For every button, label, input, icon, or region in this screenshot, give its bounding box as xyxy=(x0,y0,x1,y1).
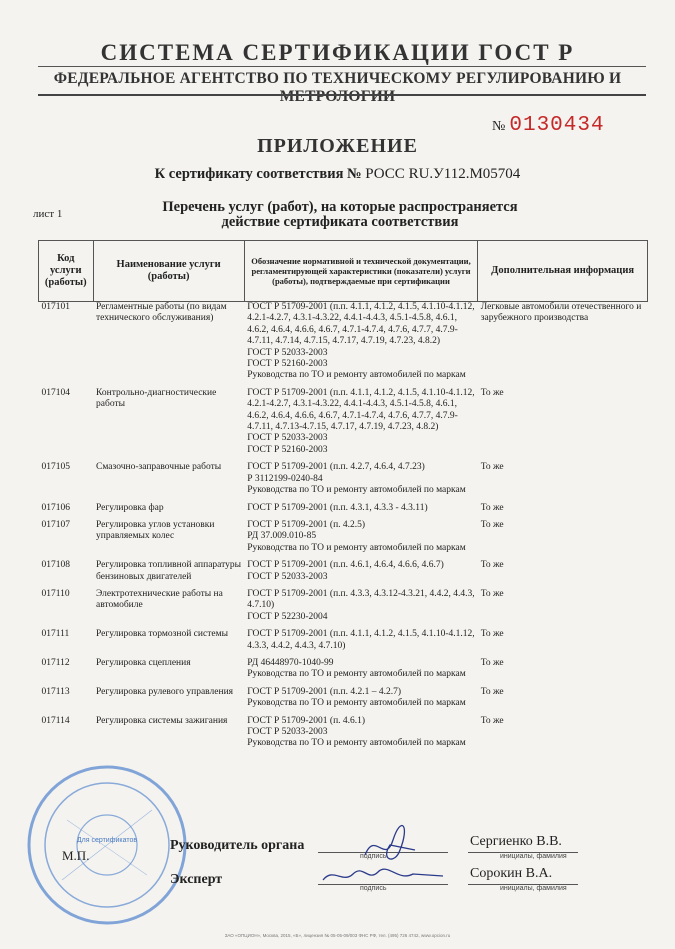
table-row xyxy=(39,520,648,554)
row-doc-line: ГОСТ Р 51709-2001 (п.п. 4.3.3, 4.3.12-4.3.21, 4.4.2, 4.4.3, 4.7.10) xyxy=(247,588,475,611)
stamp-mp: М.П. xyxy=(62,848,90,863)
row-code: 017101 xyxy=(41,302,70,312)
row-docs xyxy=(244,658,478,681)
row-doc-line: ГОСТ Р 52160-2003 xyxy=(247,444,328,455)
table-row xyxy=(39,503,648,514)
row-docs xyxy=(244,388,478,456)
expert-signature-icon xyxy=(318,862,448,888)
certificate-label: К сертификату соответствия № xyxy=(154,166,362,182)
row-doc-line: Руководства по ТО и ремонту автомобилей по маркам xyxy=(247,669,466,680)
row-doc-line: Руководства по ТО и ремонту автомобилей по маркам xyxy=(247,698,466,709)
row-doc-line: Р 3112199-0240-84 xyxy=(247,473,323,484)
row-doc-line: РД 46448970-1040-99 xyxy=(247,657,334,668)
row-doc-line: ГОСТ Р 52033-2003 xyxy=(247,571,328,582)
row-doc-line: ГОСТ Р 51709-2001 (п. 4.2.5) xyxy=(247,519,366,530)
head-sign-caption: подпись xyxy=(360,853,387,860)
number-prefix: № xyxy=(492,119,506,134)
head-label: Руководитель органа xyxy=(170,838,305,853)
row-docs xyxy=(244,629,478,652)
row-name: Регулировка рулевого управления xyxy=(96,686,234,697)
table-row xyxy=(39,589,648,623)
row-doc-line: ГОСТ Р 52033-2003 xyxy=(247,347,328,358)
row-doc-line: Руководства по ТО и ремонту автомобилей по маркам xyxy=(247,542,466,553)
form-number xyxy=(492,114,605,137)
header-code: Код услуги (работы) xyxy=(39,241,94,302)
row-name: Регулировка системы зажигания xyxy=(96,715,228,726)
list-title-line-2: действие сертификата соответствия xyxy=(221,214,459,230)
row-doc-line: Руководства по ТО и ремонту автомобилей по маркам xyxy=(247,485,466,496)
table-row xyxy=(39,658,648,681)
header-rule-top xyxy=(38,66,646,67)
row-code: 017105 xyxy=(41,462,70,473)
row-docs xyxy=(244,560,478,583)
row-docs xyxy=(244,503,478,514)
row-doc-line: ГОСТ Р 51709-2001 (п.п. 4.6.1, 4.6.4, 4.6.6, 4.6.7) xyxy=(247,560,444,571)
row-info: То же xyxy=(480,502,504,513)
row-doc-line: ГОСТ Р 51709-2001 (п.п. 4.2.7, 4.6.4, 4.7.23) xyxy=(247,462,425,473)
row-doc-line: ГОСТ Р 51709-2001 (п.п. 4.2.1 – 4.2.7) xyxy=(247,686,402,697)
row-info: То же xyxy=(480,686,504,697)
footer-imprint: ЗАО «ОПЦИОН», Москва, 2015, «Б», лицензия № 05-05-09/003 ФНС РФ, тел. (495) 726 4742, www.opcion.ru xyxy=(224,933,451,938)
row-doc-line: ГОСТ Р 52160-2003 xyxy=(247,359,328,370)
row-doc-line: ГОСТ Р 51709-2001 (п.п. 4.1.1, 4.1.2, 4.1.5, 4.1.10-4.1.12, 4.2.1-4.2.7, 4.3.1-4.3.22, 4.4.1-4.4.3, 4.5.1-4.5.8, 4.6.1, 4.6.2, 4.6.4, 4.6.6, 4.6.7, 4.7.1-4.7.4, 4.7.6, 4.7.7, 4.7.9-4.7.11, 4.7.14, 4.7.15, 4.7.17, 4.7.19, 4.7.23, 4.8.2) xyxy=(247,302,475,347)
row-code: 017114 xyxy=(41,715,70,726)
row-info: Легковые автомобили отечественного и зарубежного производства xyxy=(480,302,642,324)
row-info: То же xyxy=(480,519,504,530)
row-code: 017110 xyxy=(41,588,70,599)
list-title xyxy=(120,200,560,230)
stamp-text: Для сертификатов xyxy=(76,837,138,844)
table-row xyxy=(39,716,648,750)
document-title: ПРИЛОЖЕНИЕ xyxy=(257,135,418,157)
table-row xyxy=(39,462,648,496)
sheet-number: лист 1 xyxy=(33,208,63,220)
table-row xyxy=(39,388,648,456)
row-name: Регулировка углов установки управляемых колес xyxy=(96,519,215,542)
row-name: Контрольно-диагностические работы xyxy=(96,387,217,410)
head-name: Сергиенко В.В. xyxy=(470,834,562,849)
certificate-number: РОСС RU.У112.М05704 xyxy=(365,166,521,182)
row-name: Регламентные работы (по видам технического обслуживания) xyxy=(96,302,227,324)
row-name: Смазочно-заправочные работы xyxy=(96,462,222,473)
row-docs xyxy=(244,687,478,710)
number-value: 0130434 xyxy=(509,114,605,137)
agency-title: ФЕДЕРАЛЬНОЕ АГЕНТСТВО ПО ТЕХНИЧЕСКОМУ РЕГУЛИРОВАНИЮ И МЕТРОЛОГИИ xyxy=(53,70,622,105)
table-body xyxy=(39,302,648,756)
row-name: Регулировка фар xyxy=(96,502,164,513)
row-doc-line: ГОСТ Р 51709-2001 (п.п. 4.3.1, 4.3.3 - 4.3.11) xyxy=(247,502,428,513)
row-docs xyxy=(244,589,478,623)
row-docs xyxy=(244,520,478,554)
row-code: 017111 xyxy=(41,629,70,640)
row-code: 017112 xyxy=(41,657,70,668)
row-spacer xyxy=(39,750,648,756)
row-doc-line: РД 37.009.010-85 xyxy=(247,531,317,542)
row-info: То же xyxy=(480,588,504,599)
system-title: СИСТЕМА СЕРТИФИКАЦИИ ГОСТ Р xyxy=(100,40,575,65)
table-row xyxy=(39,302,648,382)
services-table xyxy=(38,240,648,756)
row-name: Регулировка топливной аппаратуры бензиновых двигателей xyxy=(96,560,242,582)
header-docs: Обозначение нормативной и технической документации, регламентирующей характеристики (показатели) услуги (работы), подтверждаемые при сертификации xyxy=(244,241,478,302)
header-rule-bottom xyxy=(38,94,646,96)
row-doc-line: ГОСТ Р 51709-2001 (п. 4.6.1) xyxy=(247,715,366,726)
row-doc-line: ГОСТ Р 52230-2004 xyxy=(247,611,328,622)
list-title-line-1: Перечень услуг (работ), на которые распространяется xyxy=(162,199,518,215)
row-info: То же xyxy=(480,560,504,571)
header-info: Дополнительная информация xyxy=(478,241,648,302)
row-doc-line: Руководства по ТО и ремонту автомобилей по маркам xyxy=(247,738,466,749)
header-name: Наименование услуги (работы) xyxy=(93,241,244,302)
row-info: То же xyxy=(480,387,504,398)
row-code: 017104 xyxy=(41,387,70,398)
expert-sign-caption: подпись xyxy=(360,885,387,892)
table-row xyxy=(39,629,648,652)
row-info: То же xyxy=(480,629,504,640)
row-doc-line: ГОСТ Р 51709-2001 (п.п. 4.1.1, 4.1.2, 4.1.5, 4.1.10-4.1.12, 4.3.3, 4.4.2, 4.4.3, 4.7.10) xyxy=(247,629,475,651)
row-doc-line: ГОСТ Р 52033-2003 xyxy=(247,727,328,737)
row-name: Электротехнические работы на автомобиле xyxy=(96,588,223,611)
row-doc-line: ГОСТ Р 52033-2003 xyxy=(247,433,328,444)
row-code: 017106 xyxy=(41,502,70,513)
row-info: То же xyxy=(480,715,504,726)
row-doc-line: ГОСТ Р 51709-2001 (п.п. 4.1.1, 4.1.2, 4.1.5, 4.1.10-4.1.12, 4.2.1-4.2.7, 4.3.1-4.3.22, 4.4.1-4.4.3, 4.5.1-4.5.8, 4.6.1, 4.6.2, 4.6.4, 4.6.6, 4.6.7, 4.7.1-4.7.4, 4.7.6, 4.7.7, 4.7.9-4.7.11, 4.7.13-4.7.15, 4.7.17, 4.7.19, 4.7.23, 4.8.2) xyxy=(247,387,475,433)
table-row xyxy=(39,560,648,583)
row-docs xyxy=(244,462,478,496)
expert-name: Сорокин В.А. xyxy=(470,866,553,881)
table-row xyxy=(39,687,648,710)
certificate-line xyxy=(0,166,675,183)
row-doc-line: Руководства по ТО и ремонту автомобилей по маркам xyxy=(247,370,466,381)
row-name: Регулировка тормозной системы xyxy=(96,629,228,640)
expert-initials-caption: инициалы, фамилия xyxy=(500,885,567,892)
row-code: 017108 xyxy=(41,560,70,571)
row-docs xyxy=(244,716,478,750)
row-code: 017107 xyxy=(41,519,70,530)
row-info: То же xyxy=(480,657,504,668)
expert-label: Эксперт xyxy=(170,872,223,887)
row-code: 017113 xyxy=(41,686,70,697)
row-name: Регулировка сцепления xyxy=(96,657,191,668)
row-docs xyxy=(244,302,478,382)
head-initials-caption: инициалы, фамилия xyxy=(500,853,567,860)
row-info: То же xyxy=(480,462,504,473)
round-stamp xyxy=(22,760,192,930)
